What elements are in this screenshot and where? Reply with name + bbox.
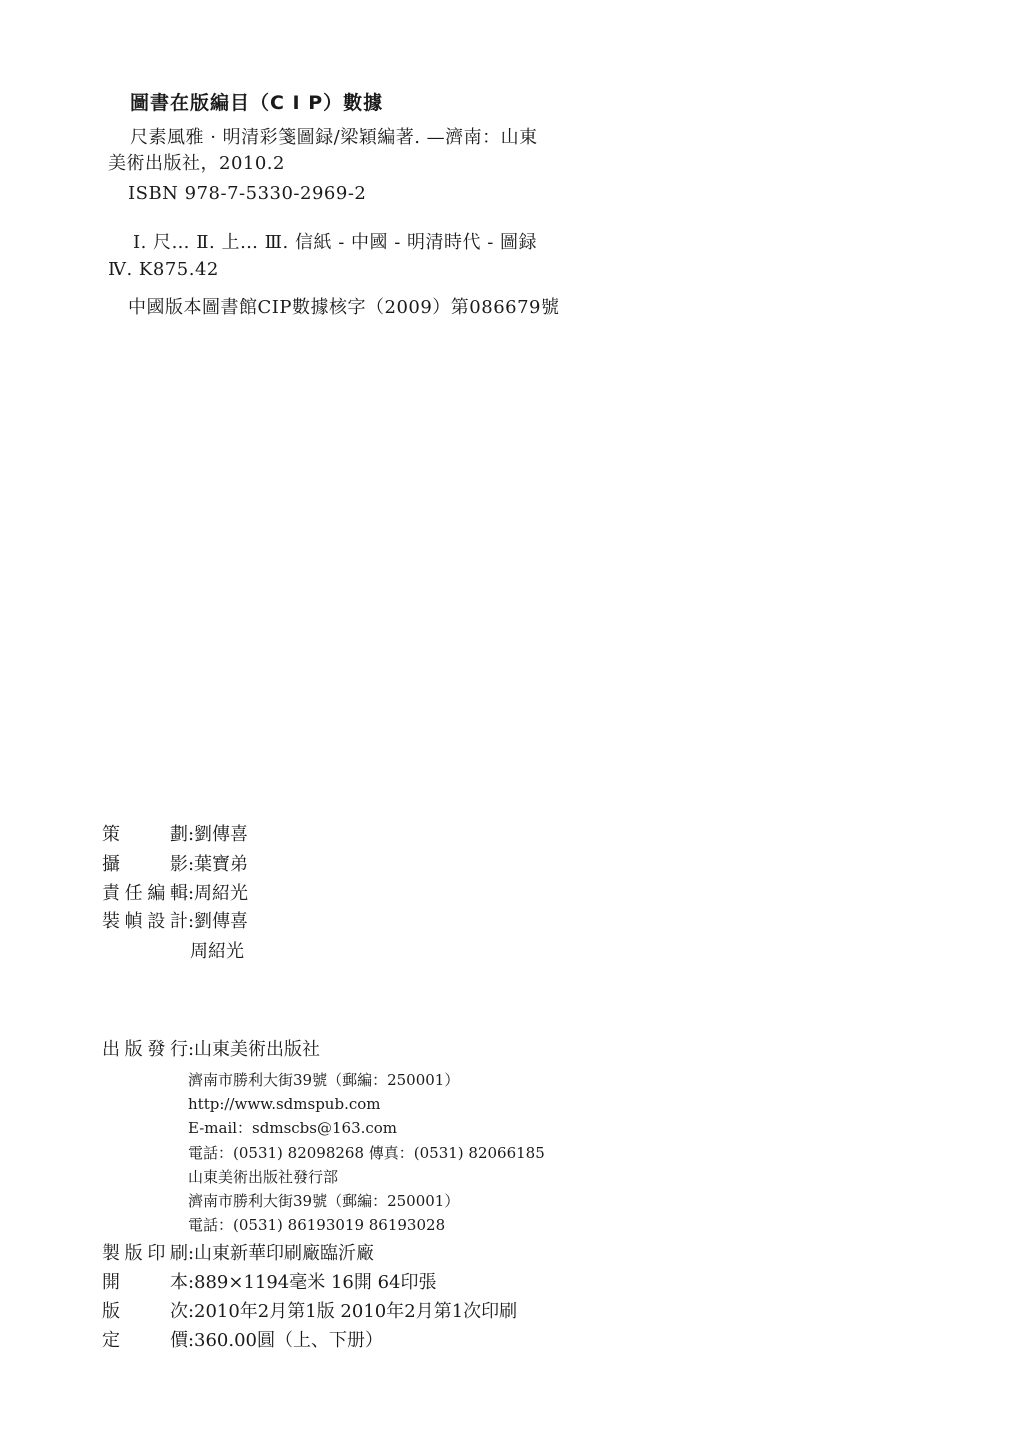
credit-editor [102, 885, 248, 903]
credit-value: 劉傳喜 [194, 824, 248, 845]
price-label: 定價 [102, 1330, 188, 1351]
publisher-dept-address: 濟南市勝利大街39號（郵編：250001） [188, 1192, 460, 1210]
colon: : [188, 1039, 195, 1060]
publisher-dept: 山東美術出版社發行部 [188, 1168, 339, 1186]
credit-design [102, 913, 248, 931]
cip-classification-1: Ⅰ. 尺… Ⅱ. 上… Ⅲ. 信紙 - 中國 - 明清時代 - 圖録 [133, 232, 538, 253]
colon: : [188, 1301, 195, 1322]
printer-label: 製版印刷 [102, 1243, 188, 1264]
price-row [102, 1332, 383, 1350]
publisher-address: 濟南市勝利大街39號（郵編：250001） [188, 1071, 460, 1089]
cip-isbn: ISBN 978-7-5330-2969-2 [128, 183, 367, 204]
printer-value: 山東新華印刷廠臨沂廠 [194, 1243, 374, 1264]
format-value: 889×1194毫米 16開 64印張 [194, 1272, 437, 1293]
printer-row [102, 1245, 374, 1263]
format-row [102, 1274, 437, 1292]
edition-value: 2010年2月第1版 2010年2月第1次印刷 [194, 1301, 518, 1322]
cip-title: 圖書在版編目（C I P）數據 [130, 92, 384, 114]
cip-line-2: 美術出版社，2010.2 [108, 153, 285, 174]
credit-value: 葉寶弟 [194, 854, 248, 875]
format-label: 開本 [102, 1272, 188, 1293]
credit-label: 裝幀設計 [102, 911, 188, 932]
credit-label: 攝影 [102, 854, 188, 875]
cip-line-1: 尺素風雅 · 明清彩箋圖録/梁穎編著. —濟南：山東 [130, 127, 538, 148]
credit-label: 策劃 [102, 824, 188, 845]
cip-number: 中國版本圖書館CIP數據核字（2009）第086679號 [128, 297, 560, 318]
publisher-phone: 電話：(0531) 82098268 傳真：(0531) 82066185 [188, 1144, 545, 1162]
publisher-row [102, 1041, 320, 1059]
edition-label: 版次 [102, 1301, 188, 1322]
colon: : [188, 1272, 195, 1293]
colon: : [188, 1330, 195, 1351]
credit-value: 周紹光 [194, 883, 248, 904]
credit-design-second: 周紹光 [190, 941, 244, 962]
publisher-url: http://www.sdmspub.com [188, 1095, 381, 1113]
colon: : [188, 911, 195, 932]
credit-value: 劉傳喜 [194, 911, 248, 932]
publisher-dept-phone: 電話：(0531) 86193019 86193028 [188, 1216, 446, 1234]
credit-photography [102, 856, 248, 874]
credit-planning [102, 826, 248, 844]
colon: : [188, 883, 195, 904]
publisher-label: 出版發行 [102, 1039, 188, 1060]
colon: : [188, 1243, 195, 1264]
publisher-email: E-mail：sdmscbs@163.com [188, 1119, 398, 1137]
cip-classification-2: Ⅳ. K875.42 [108, 259, 219, 280]
colon: : [188, 824, 195, 845]
edition-row [102, 1303, 517, 1321]
price-value: 360.00圓（上、下册） [194, 1330, 383, 1351]
colon: : [188, 854, 195, 875]
credit-label: 責任編輯 [102, 883, 188, 904]
publisher-name: 山東美術出版社 [194, 1039, 320, 1060]
